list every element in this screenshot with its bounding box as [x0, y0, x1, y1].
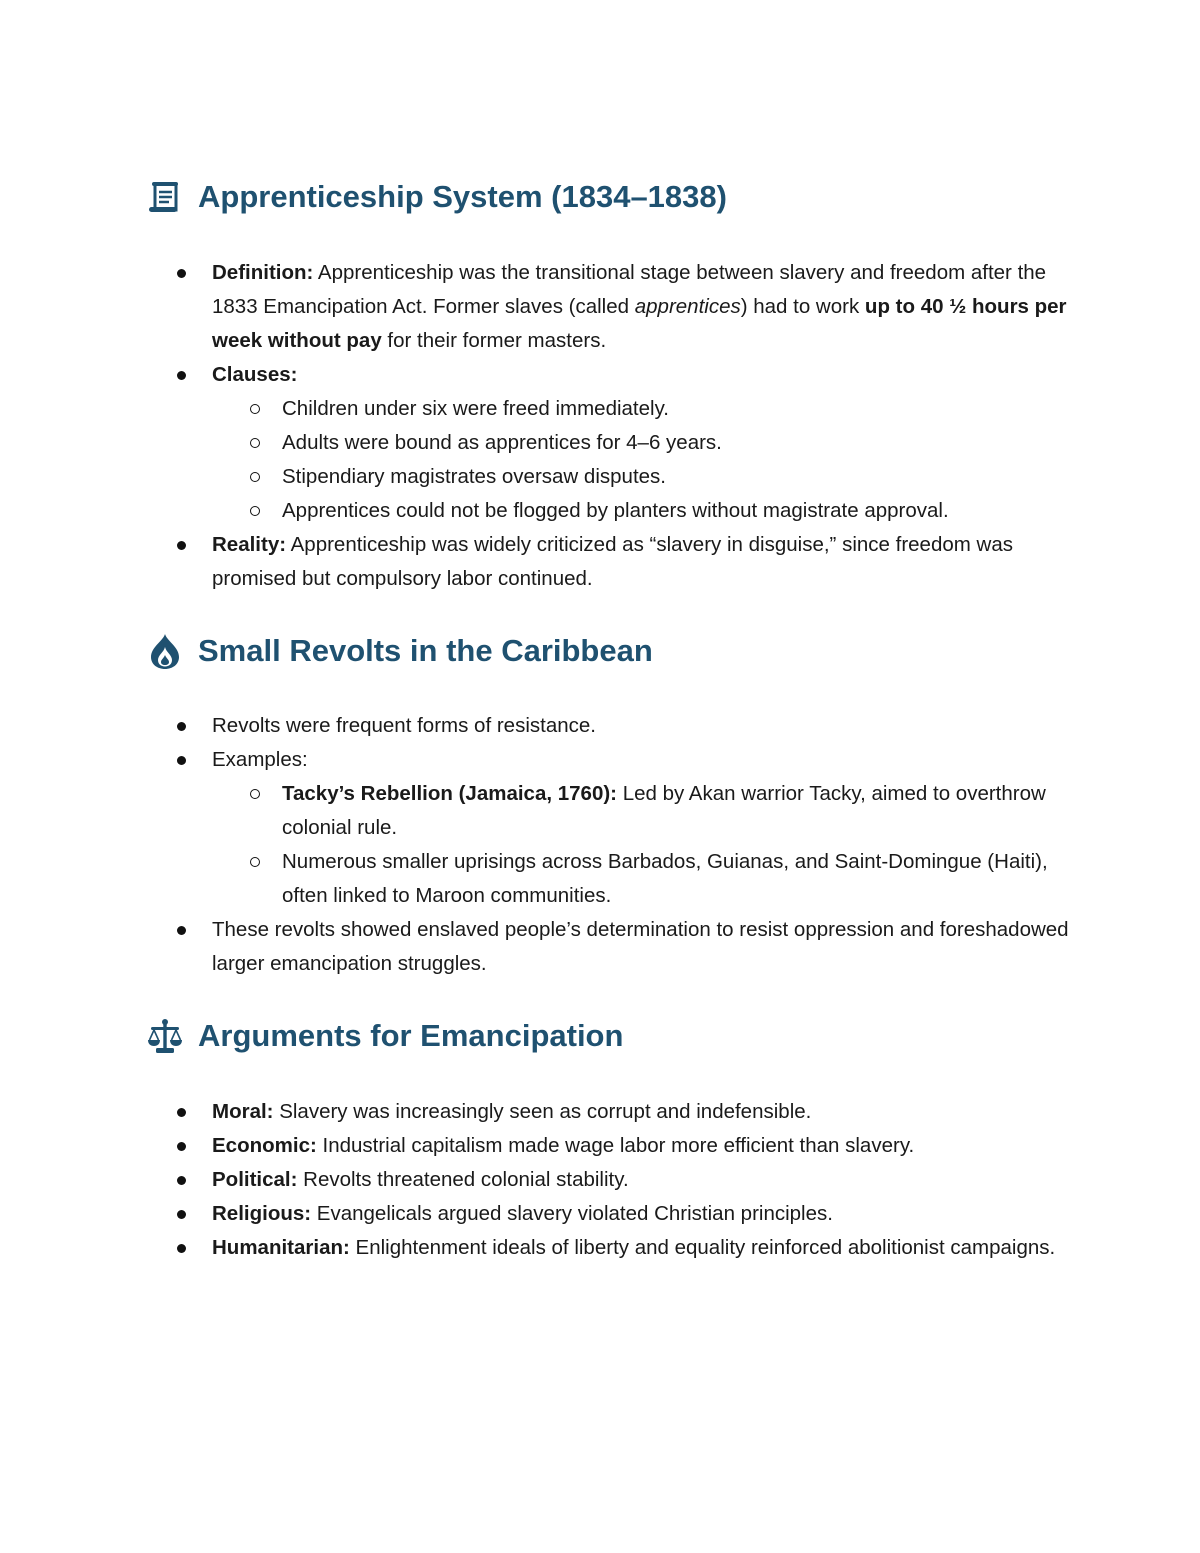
item-label: Economic: [212, 1134, 317, 1157]
item-text: Led by Akan warrior Tacky, aimed to overthrow colonial rule. [282, 782, 1046, 839]
sub-list [212, 392, 1085, 528]
item-text: Slavery was increasingly seen as corrupt and indefensible. [273, 1100, 812, 1123]
item-text: Revolts threatened colonial stability. [297, 1168, 629, 1191]
sub-list-item: Children under six were freed immediately. [212, 392, 1085, 426]
list-item-religious [145, 1197, 1085, 1231]
section-small-revolts [145, 629, 1085, 981]
sub-list-item: Adults were bound as apprentices for 4–6 years. [212, 426, 1085, 460]
list-item-reality [145, 528, 1085, 596]
item-text: Industrial capitalism made wage labor more efficient than slavery. [316, 1134, 915, 1157]
list-item-humanitarian [145, 1231, 1085, 1265]
sub-list-item [212, 777, 1085, 845]
section-title: Arguments for Emancipation [198, 1018, 624, 1053]
item-emphasis: up to 40 ½ hours per week without pay [212, 295, 1067, 352]
bullet-list [145, 256, 1085, 596]
item-label: Moral: [212, 1100, 274, 1123]
scales-icon [145, 1016, 185, 1056]
item-label: Definition: [212, 261, 314, 284]
list-item: These revolts showed enslaved people’s determination to resist oppression and foreshadowed larger emancipation struggles. [145, 913, 1085, 981]
bullet-list [145, 709, 1085, 981]
sub-list-item: Apprentices could not be flogged by planters without magistrate approval. [212, 494, 1085, 528]
section-apprenticeship [145, 175, 1085, 596]
fire-icon [145, 631, 185, 671]
item-text: Apprenticeship was the transitional stage between slavery and freedom after the 1833 Emancipation Act. Former slaves (called [212, 261, 1047, 318]
item-label: Reality: [212, 533, 287, 556]
section-heading [145, 175, 1085, 219]
item-text: ) had to work [740, 295, 865, 318]
sub-list-item: Stipendiary magistrates oversaw disputes. [212, 460, 1085, 494]
list-item: Revolts were frequent forms of resistance. [145, 709, 1085, 743]
item-text: for their former masters. [381, 329, 607, 352]
item-text: Apprenticeship was widely criticized as “slavery in disguise,” since freedom was promised but compulsory labor continued. [212, 533, 1013, 590]
item-label: Political: [212, 1168, 298, 1191]
list-item-economic [145, 1129, 1085, 1163]
item-label: Clauses: [212, 363, 298, 386]
section-title: Small Revolts in the Caribbean [198, 633, 653, 668]
item-label: Tacky’s Rebellion (Jamaica, 1760): [282, 782, 617, 805]
item-label: Religious: [212, 1202, 312, 1225]
list-item-political [145, 1163, 1085, 1197]
section-arguments-emancipation [145, 1014, 1085, 1265]
list-item-examples [145, 743, 1085, 913]
scroll-icon [145, 177, 185, 217]
section-heading [145, 1014, 1085, 1058]
item-text: Enlightenment ideals of liberty and equality reinforced abolitionist campaigns. [349, 1236, 1056, 1259]
item-text: Numerous smaller uprisings across Barbados, Guianas, and Saint-Domingue (Haiti), often linked to Maroon communities. [282, 850, 1048, 907]
item-text: Evangelicals argued slavery violated Christian principles. [311, 1202, 833, 1225]
sub-list-item [212, 845, 1085, 913]
bullet-list [145, 1095, 1085, 1265]
list-item-moral [145, 1095, 1085, 1129]
item-italic-term: apprentices [634, 295, 741, 318]
list-item-clauses [145, 358, 1085, 528]
section-title: Apprenticeship System (1834–1838) [198, 179, 727, 214]
item-label: Humanitarian: [212, 1236, 350, 1259]
list-item-definition [145, 256, 1085, 358]
sub-list [212, 777, 1085, 913]
section-heading [145, 629, 1085, 673]
item-label: Examples: [212, 748, 308, 771]
